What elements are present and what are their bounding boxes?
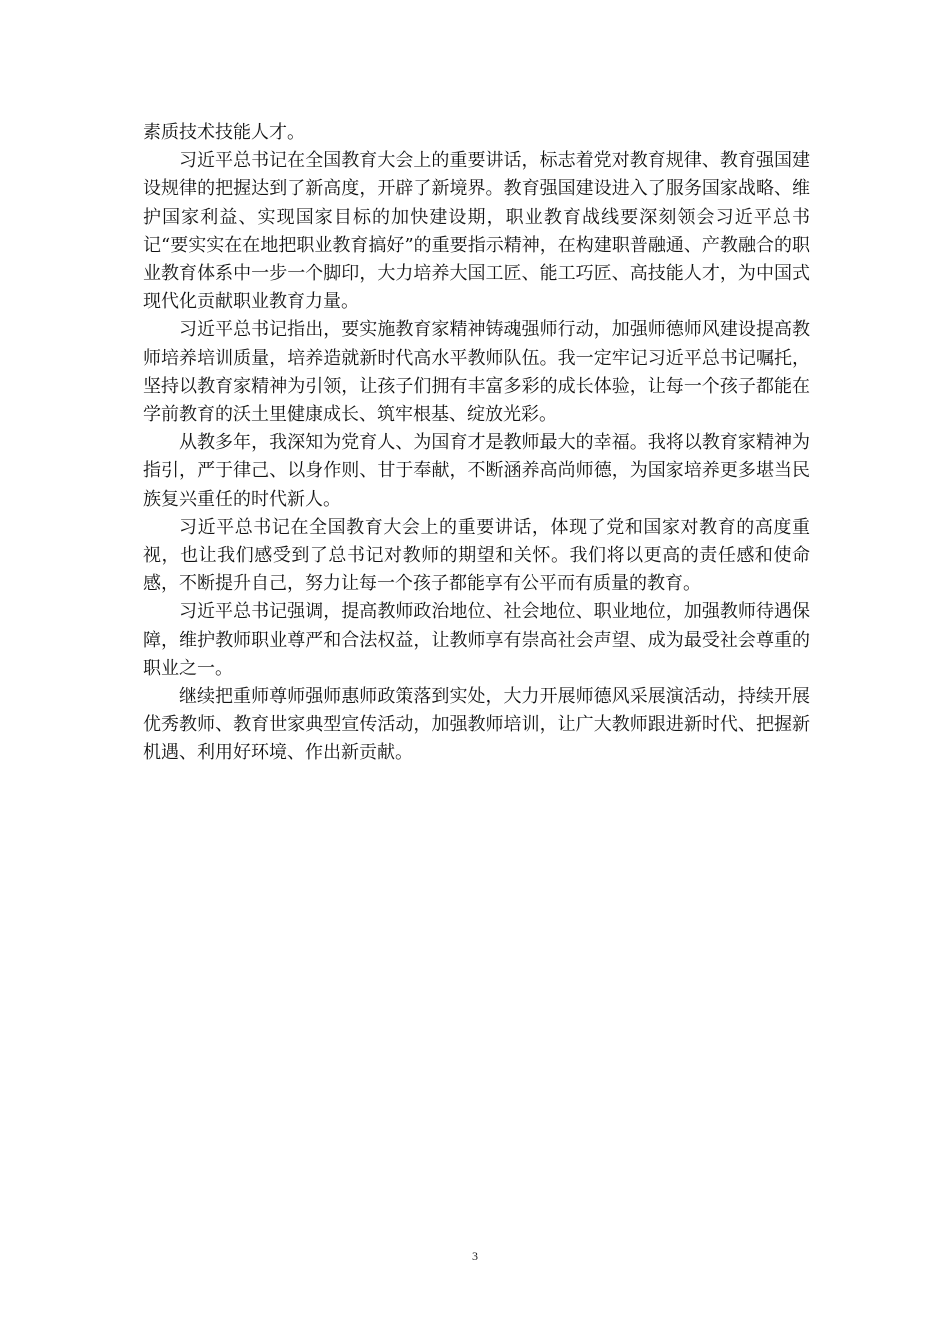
document-body — [143, 119, 810, 768]
paragraph: 习近平总书记强调，提高教师政治地位、社会地位、职业地位，加强教师待遇保障，维护教师职业尊严和合法权益，让教师享有崇高社会声望、成为最受社会尊重的职业之一。 — [143, 601, 810, 679]
page-number: 3 — [472, 1249, 478, 1263]
paragraph: 继续把重师尊师强师惠师政策落到实处，大力开展师德风采展演活动，持续开展优秀教师、教育世家典型宣传活动，加强教师培训，让广大教师跟进新时代、把握新机遇、利用好环境、作出新贡献。 — [143, 686, 810, 764]
paragraph: 从教多年，我深知为党育人、为国育才是教师最大的幸福。我将以教育家精神为指引，严于律己、以身作则、甘于奉献，不断涵养高尚师德，为国家培养更多堪当民族复兴重任的时代新人。 — [143, 432, 810, 510]
paragraph: 习近平总书记在全国教育大会上的重要讲话，标志着党对教育规律、教育强国建设规律的把握达到了新高度，开辟了新境界。教育强国建设进入了服务国家战略、维护国家利益、实现国家目标的加快建设期，职业教育战线要深刻领会习近平总书记“要实实在在地把职业教育搞好”的重要指示精神，在构建职普融通、产教融合的职业教育体系中一步一个脚印，大力培养大国工匠、能工巧匠、高技能人才，为中国式现代化贡献职业教育力量。 — [143, 150, 810, 313]
paragraph: 习近平总书记在全国教育大会上的重要讲话，体现了党和国家对教育的高度重视，也让我们感受到了总书记对教师的期望和关怀。我们将以更高的责任感和使命感，不断提升自己，努力让每一个孩子都能享有公平而有质量的教育。 — [143, 516, 810, 595]
paragraph: 习近平总书记指出，要实施教育家精神铸魂强师行动，加强师德师风建设提高教师培养培训质量，培养造就新时代高水平教师队伍。我一定牢记习近平总书记嘱托，坚持以教育家精神为引领，让孩子们拥有丰富多彩的成长体验，让每一个孩子都能在学前教育的沃土里健康成长、筑牢根基、绽放光彩。 — [143, 319, 810, 426]
paragraph-continuation: 素质技术技能人才。 — [143, 122, 305, 143]
